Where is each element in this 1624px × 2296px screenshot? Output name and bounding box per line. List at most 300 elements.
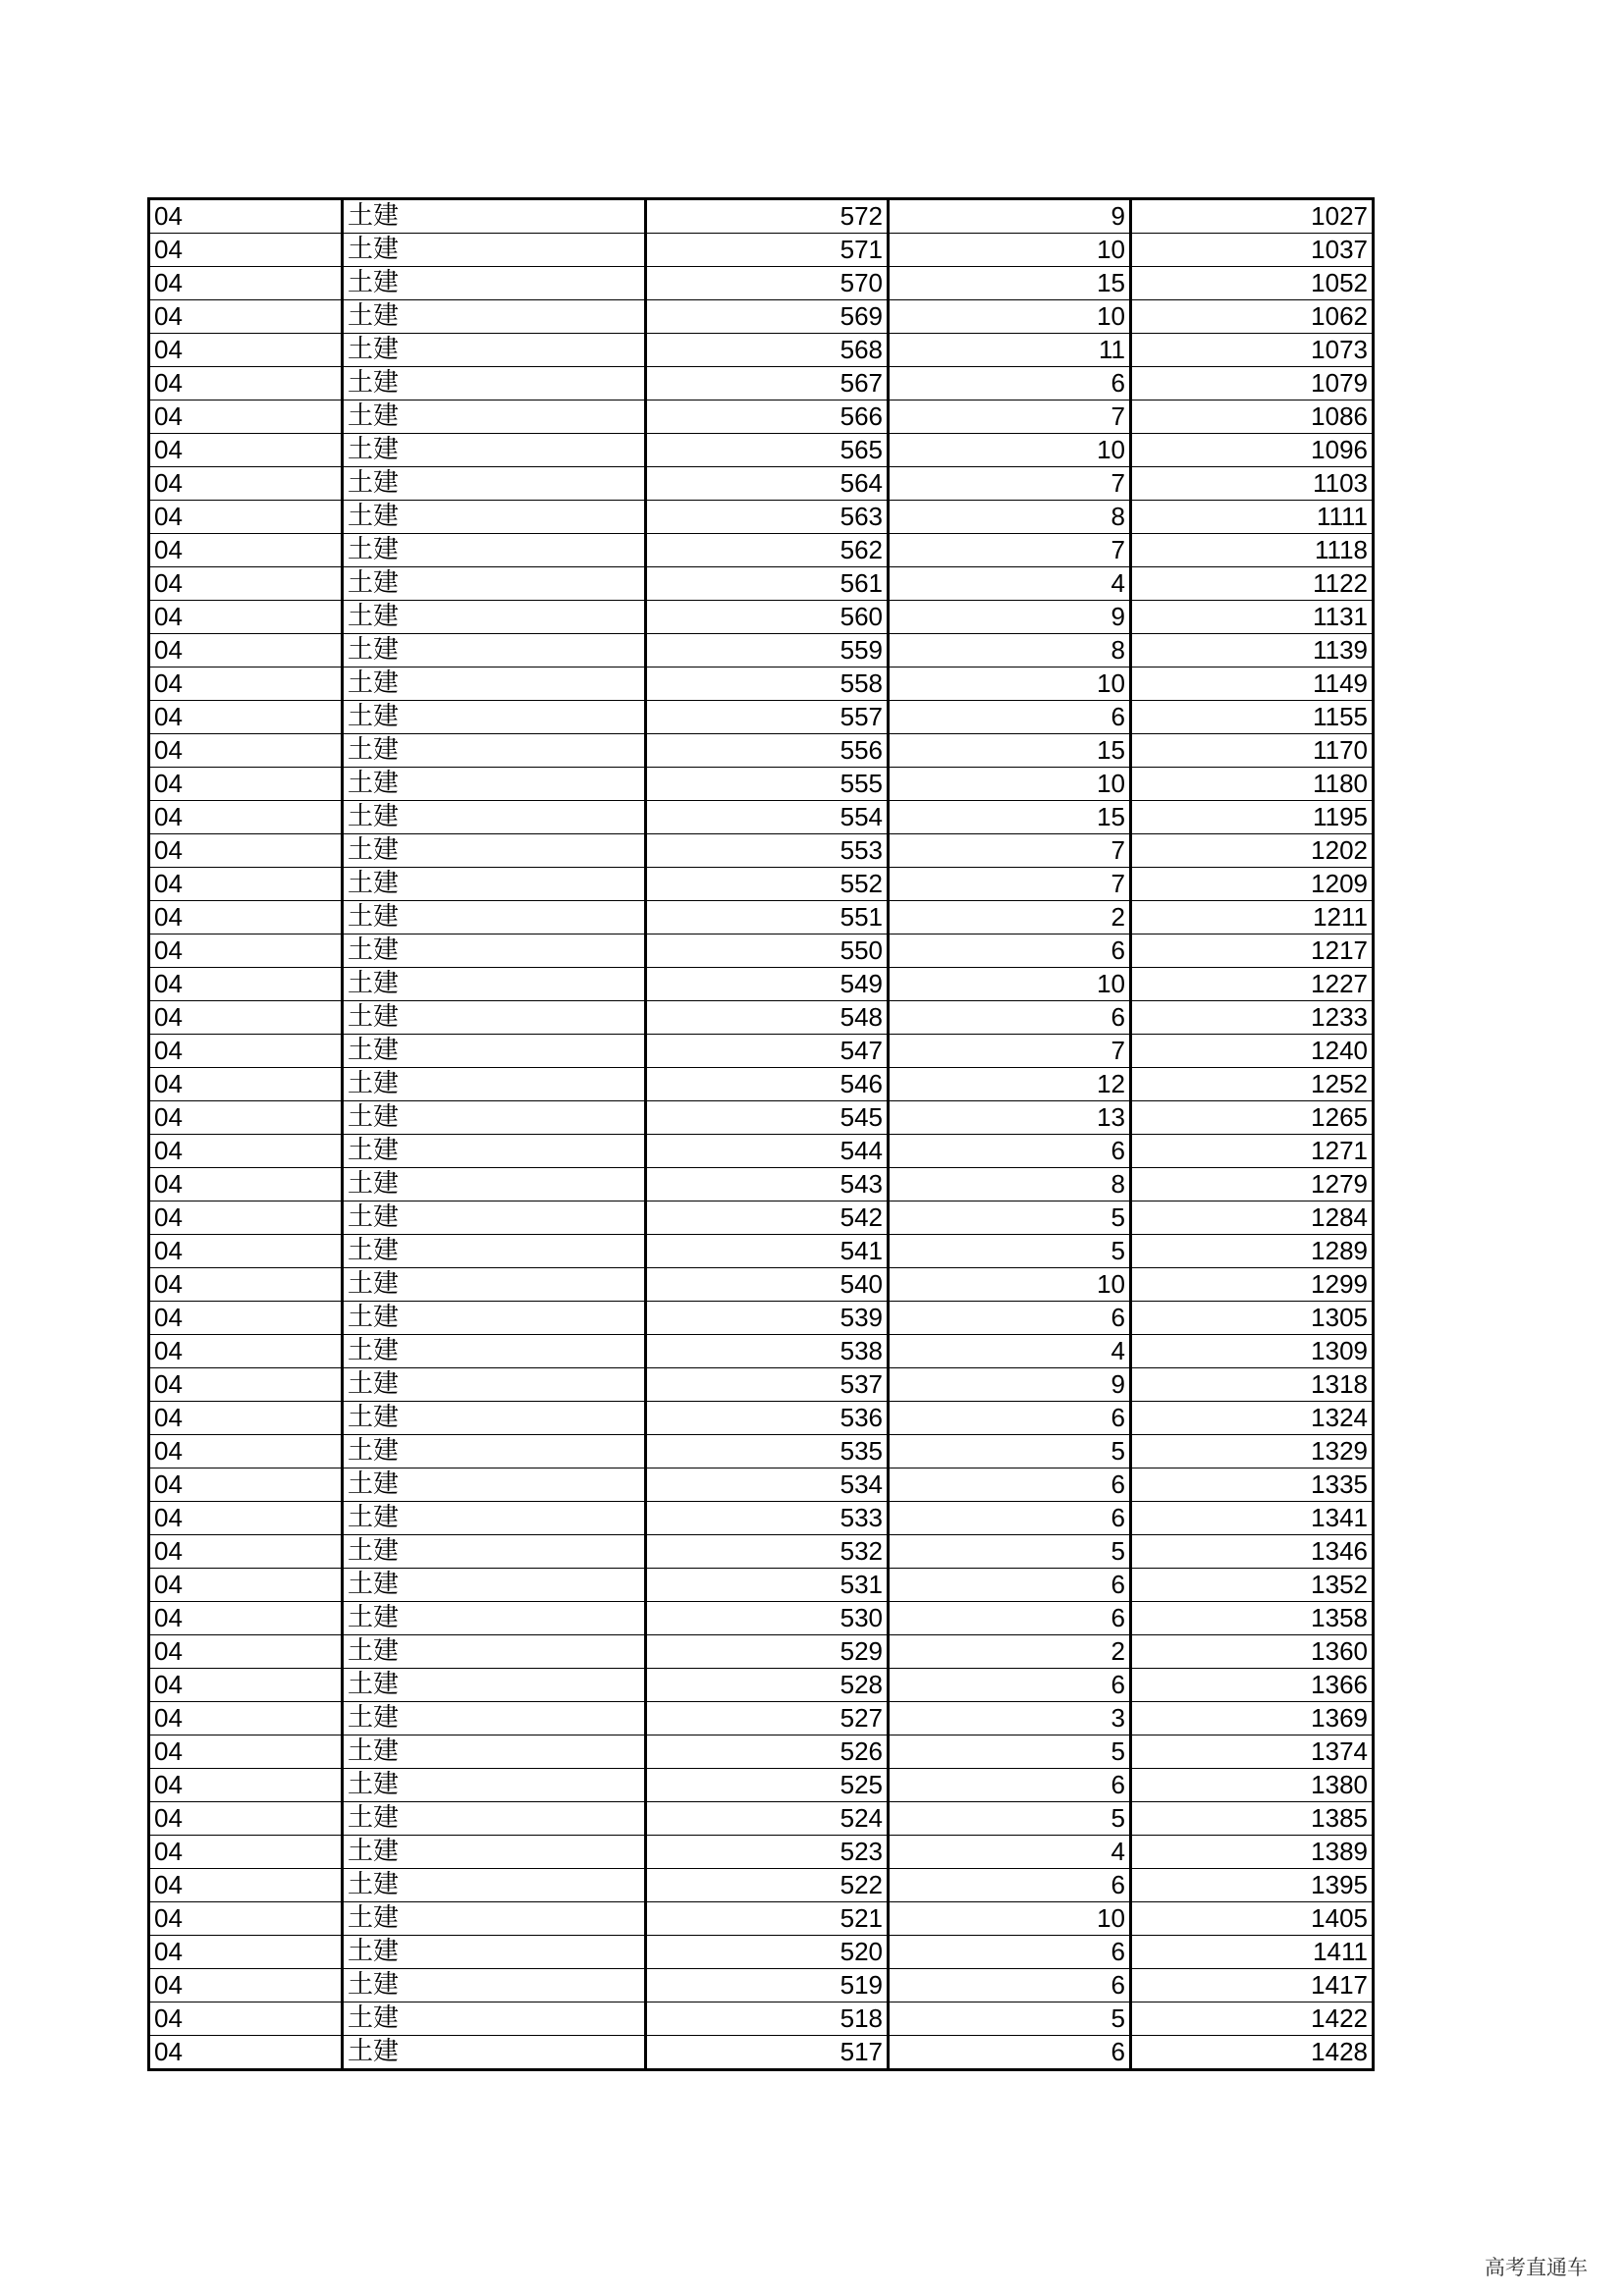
table-row	[149, 1302, 1374, 1335]
cell-score: 551	[646, 901, 889, 934]
table-row	[149, 367, 1374, 400]
cell-major: 土建	[343, 1001, 646, 1035]
table-row	[149, 1135, 1374, 1168]
cell-score: 525	[646, 1769, 889, 1802]
cell-category-code: 04	[149, 2002, 343, 2036]
cell-score: 532	[646, 1535, 889, 1569]
cell-count: 8	[889, 1168, 1131, 1201]
cell-cumulative: 1305	[1131, 1302, 1374, 1335]
cell-category-code: 04	[149, 634, 343, 667]
table-row	[149, 534, 1374, 567]
cell-major: 土建	[343, 1569, 646, 1602]
cell-count: 6	[889, 1769, 1131, 1802]
cell-cumulative: 1417	[1131, 1969, 1374, 2002]
cell-cumulative: 1027	[1131, 199, 1374, 234]
cell-major: 土建	[343, 868, 646, 901]
cell-score: 518	[646, 2002, 889, 2036]
cell-major: 土建	[343, 968, 646, 1001]
cell-count: 15	[889, 801, 1131, 834]
cell-major: 土建	[343, 1936, 646, 1969]
cell-count: 6	[889, 1001, 1131, 1035]
table-row	[149, 667, 1374, 701]
cell-count: 2	[889, 901, 1131, 934]
cell-count: 6	[889, 1569, 1131, 1602]
cell-cumulative: 1240	[1131, 1035, 1374, 1068]
table-row	[149, 300, 1374, 334]
cell-cumulative: 1358	[1131, 1602, 1374, 1635]
cell-count: 10	[889, 300, 1131, 334]
cell-cumulative: 1111	[1131, 501, 1374, 534]
cell-score: 553	[646, 834, 889, 868]
table-row	[149, 1769, 1374, 1802]
table-row	[149, 934, 1374, 968]
cell-score: 559	[646, 634, 889, 667]
cell-category-code: 04	[149, 868, 343, 901]
cell-cumulative: 1405	[1131, 1902, 1374, 1936]
cell-cumulative: 1202	[1131, 834, 1374, 868]
cell-count: 5	[889, 2002, 1131, 2036]
cell-major: 土建	[343, 1502, 646, 1535]
cell-cumulative: 1318	[1131, 1368, 1374, 1402]
cell-major: 土建	[343, 801, 646, 834]
cell-score: 524	[646, 1802, 889, 1836]
cell-category-code: 04	[149, 1468, 343, 1502]
cell-category-code: 04	[149, 1135, 343, 1168]
table-row	[149, 1569, 1374, 1602]
cell-count: 10	[889, 234, 1131, 267]
cell-score: 548	[646, 1001, 889, 1035]
cell-score: 538	[646, 1335, 889, 1368]
cell-cumulative: 1103	[1131, 467, 1374, 501]
table-row	[149, 501, 1374, 534]
cell-major: 土建	[343, 1802, 646, 1836]
table-row	[149, 734, 1374, 768]
cell-category-code: 04	[149, 1201, 343, 1235]
cell-major: 土建	[343, 367, 646, 400]
cell-count: 6	[889, 1302, 1131, 1335]
cell-category-code: 04	[149, 367, 343, 400]
cell-cumulative: 1073	[1131, 334, 1374, 367]
cell-major: 土建	[343, 1969, 646, 2002]
table-body	[149, 199, 1374, 2070]
cell-count: 5	[889, 1535, 1131, 1569]
cell-major: 土建	[343, 1836, 646, 1869]
cell-score: 530	[646, 1602, 889, 1635]
cell-major: 土建	[343, 834, 646, 868]
cell-category-code: 04	[149, 467, 343, 501]
cell-count: 5	[889, 1735, 1131, 1769]
table-row	[149, 1068, 1374, 1101]
cell-count: 7	[889, 834, 1131, 868]
cell-major: 土建	[343, 400, 646, 434]
table-row	[149, 1368, 1374, 1402]
table-row	[149, 1201, 1374, 1235]
cell-count: 6	[889, 1602, 1131, 1635]
cell-category-code: 04	[149, 1802, 343, 1836]
cell-count: 13	[889, 1101, 1131, 1135]
cell-cumulative: 1209	[1131, 868, 1374, 901]
cell-major: 土建	[343, 267, 646, 300]
cell-major: 土建	[343, 734, 646, 768]
cell-category-code: 04	[149, 834, 343, 868]
cell-category-code: 04	[149, 234, 343, 267]
cell-score: 523	[646, 1836, 889, 1869]
cell-category-code: 04	[149, 1702, 343, 1735]
cell-major: 土建	[343, 1101, 646, 1135]
cell-major: 土建	[343, 567, 646, 601]
cell-count: 6	[889, 934, 1131, 968]
cell-category-code: 04	[149, 1101, 343, 1135]
cell-score: 557	[646, 701, 889, 734]
cell-score: 535	[646, 1435, 889, 1468]
cell-major: 土建	[343, 334, 646, 367]
cell-category-code: 04	[149, 1502, 343, 1535]
cell-count: 4	[889, 1836, 1131, 1869]
cell-count: 6	[889, 1936, 1131, 1969]
table-row	[149, 834, 1374, 868]
table-row	[149, 1902, 1374, 1936]
cell-count: 10	[889, 1268, 1131, 1302]
cell-score: 529	[646, 1635, 889, 1669]
cell-count: 5	[889, 1235, 1131, 1268]
cell-score: 558	[646, 667, 889, 701]
cell-category-code: 04	[149, 667, 343, 701]
cell-major: 土建	[343, 434, 646, 467]
cell-cumulative: 1309	[1131, 1335, 1374, 1368]
cell-category-code: 04	[149, 1535, 343, 1569]
cell-major: 土建	[343, 1035, 646, 1068]
cell-cumulative: 1279	[1131, 1168, 1374, 1201]
cell-category-code: 04	[149, 334, 343, 367]
cell-count: 7	[889, 467, 1131, 501]
cell-score: 547	[646, 1035, 889, 1068]
cell-category-code: 04	[149, 968, 343, 1001]
cell-major: 土建	[343, 199, 646, 234]
cell-category-code: 04	[149, 768, 343, 801]
table-row	[149, 1735, 1374, 1769]
cell-category-code: 04	[149, 501, 343, 534]
cell-category-code: 04	[149, 2036, 343, 2070]
cell-score: 545	[646, 1101, 889, 1135]
cell-category-code: 04	[149, 1769, 343, 1802]
table-row	[149, 1535, 1374, 1569]
cell-category-code: 04	[149, 1435, 343, 1468]
cell-score: 533	[646, 1502, 889, 1535]
cell-score: 570	[646, 267, 889, 300]
cell-major: 土建	[343, 467, 646, 501]
cell-category-code: 04	[149, 1635, 343, 1669]
table-row	[149, 1936, 1374, 1969]
cell-score: 521	[646, 1902, 889, 1936]
cell-count: 10	[889, 768, 1131, 801]
cell-score: 556	[646, 734, 889, 768]
cell-category-code: 04	[149, 801, 343, 834]
cell-category-code: 04	[149, 1969, 343, 2002]
cell-major: 土建	[343, 1869, 646, 1902]
cell-score: 520	[646, 1936, 889, 1969]
cell-cumulative: 1341	[1131, 1502, 1374, 1535]
cell-cumulative: 1096	[1131, 434, 1374, 467]
cell-count: 6	[889, 1869, 1131, 1902]
cell-cumulative: 1411	[1131, 1936, 1374, 1969]
cell-cumulative: 1329	[1131, 1435, 1374, 1468]
cell-cumulative: 1062	[1131, 300, 1374, 334]
cell-category-code: 04	[149, 901, 343, 934]
cell-cumulative: 1252	[1131, 1068, 1374, 1101]
cell-category-code: 04	[149, 1368, 343, 1402]
cell-score: 544	[646, 1135, 889, 1168]
table-row	[149, 199, 1374, 234]
cell-category-code: 04	[149, 1335, 343, 1368]
cell-major: 土建	[343, 1635, 646, 1669]
cell-category-code: 04	[149, 1035, 343, 1068]
cell-major: 土建	[343, 768, 646, 801]
cell-major: 土建	[343, 2002, 646, 2036]
cell-cumulative: 1369	[1131, 1702, 1374, 1735]
table-row	[149, 2002, 1374, 2036]
cell-count: 6	[889, 1402, 1131, 1435]
cell-count: 6	[889, 1969, 1131, 2002]
cell-cumulative: 1284	[1131, 1201, 1374, 1235]
table-row	[149, 1635, 1374, 1669]
cell-cumulative: 1385	[1131, 1802, 1374, 1836]
cell-major: 土建	[343, 1335, 646, 1368]
cell-score: 537	[646, 1368, 889, 1402]
cell-score: 563	[646, 501, 889, 534]
cell-score: 517	[646, 2036, 889, 2070]
table-row	[149, 1702, 1374, 1735]
cell-cumulative: 1170	[1131, 734, 1374, 768]
cell-category-code: 04	[149, 567, 343, 601]
cell-major: 土建	[343, 1402, 646, 1435]
cell-category-code: 04	[149, 1902, 343, 1936]
table-row	[149, 334, 1374, 367]
cell-major: 土建	[343, 1435, 646, 1468]
cell-count: 8	[889, 501, 1131, 534]
cell-score: 542	[646, 1201, 889, 1235]
cell-category-code: 04	[149, 1936, 343, 1969]
cell-count: 7	[889, 400, 1131, 434]
cell-count: 6	[889, 367, 1131, 400]
cell-cumulative: 1374	[1131, 1735, 1374, 1769]
cell-major: 土建	[343, 501, 646, 534]
cell-count: 15	[889, 267, 1131, 300]
cell-score: 572	[646, 199, 889, 234]
table-row	[149, 467, 1374, 501]
cell-score: 564	[646, 467, 889, 501]
cell-score: 540	[646, 1268, 889, 1302]
cell-category-code: 04	[149, 734, 343, 768]
table-row	[149, 1335, 1374, 1368]
cell-score: 546	[646, 1068, 889, 1101]
cell-count: 3	[889, 1702, 1131, 1735]
table-row	[149, 901, 1374, 934]
cell-category-code: 04	[149, 400, 343, 434]
cell-score: 522	[646, 1869, 889, 1902]
cell-major: 土建	[343, 934, 646, 968]
cell-cumulative: 1346	[1131, 1535, 1374, 1569]
cell-major: 土建	[343, 2036, 646, 2070]
table-row	[149, 1502, 1374, 1535]
cell-category-code: 04	[149, 300, 343, 334]
cell-count: 9	[889, 199, 1131, 234]
cell-score: 536	[646, 1402, 889, 1435]
cell-score: 550	[646, 934, 889, 968]
cell-count: 2	[889, 1635, 1131, 1669]
cell-cumulative: 1118	[1131, 534, 1374, 567]
cell-count: 6	[889, 1502, 1131, 1535]
cell-category-code: 04	[149, 1235, 343, 1268]
table-row	[149, 1669, 1374, 1702]
cell-score: 562	[646, 534, 889, 567]
cell-cumulative: 1155	[1131, 701, 1374, 734]
cell-count: 12	[889, 1068, 1131, 1101]
cell-cumulative: 1217	[1131, 934, 1374, 968]
cell-cumulative: 1324	[1131, 1402, 1374, 1435]
cell-cumulative: 1366	[1131, 1669, 1374, 1702]
cell-cumulative: 1395	[1131, 1869, 1374, 1902]
table-row	[149, 1235, 1374, 1268]
cell-major: 土建	[343, 1669, 646, 1702]
cell-score: 571	[646, 234, 889, 267]
cell-cumulative: 1052	[1131, 267, 1374, 300]
cell-cumulative: 1079	[1131, 367, 1374, 400]
cell-major: 土建	[343, 634, 646, 667]
cell-count: 9	[889, 1368, 1131, 1402]
cell-cumulative: 1352	[1131, 1569, 1374, 1602]
cell-score: 531	[646, 1569, 889, 1602]
cell-score: 561	[646, 567, 889, 601]
cell-major: 土建	[343, 534, 646, 567]
cell-count: 10	[889, 434, 1131, 467]
cell-category-code: 04	[149, 199, 343, 234]
cell-count: 6	[889, 2036, 1131, 2070]
cell-score: 569	[646, 300, 889, 334]
cell-cumulative: 1422	[1131, 2002, 1374, 2036]
cell-cumulative: 1289	[1131, 1235, 1374, 1268]
cell-major: 土建	[343, 1235, 646, 1268]
cell-score: 554	[646, 801, 889, 834]
cell-category-code: 04	[149, 701, 343, 734]
cell-count: 15	[889, 734, 1131, 768]
cell-score: 552	[646, 868, 889, 901]
cell-cumulative: 1380	[1131, 1769, 1374, 1802]
table-row	[149, 567, 1374, 601]
table-row	[149, 801, 1374, 834]
cell-major: 土建	[343, 300, 646, 334]
cell-category-code: 04	[149, 1268, 343, 1302]
cell-cumulative: 1265	[1131, 1101, 1374, 1135]
cell-count: 5	[889, 1802, 1131, 1836]
cell-score: 549	[646, 968, 889, 1001]
cell-cumulative: 1122	[1131, 567, 1374, 601]
cell-cumulative: 1271	[1131, 1135, 1374, 1168]
cell-score: 565	[646, 434, 889, 467]
cell-category-code: 04	[149, 1402, 343, 1435]
cell-count: 6	[889, 1669, 1131, 1702]
cell-count: 6	[889, 1468, 1131, 1502]
table-row	[149, 768, 1374, 801]
cell-category-code: 04	[149, 934, 343, 968]
cell-category-code: 04	[149, 1302, 343, 1335]
table-row	[149, 1969, 1374, 2002]
cell-score: 567	[646, 367, 889, 400]
cell-cumulative: 1037	[1131, 234, 1374, 267]
cell-category-code: 04	[149, 601, 343, 634]
cell-count: 5	[889, 1201, 1131, 1235]
cell-category-code: 04	[149, 1602, 343, 1635]
cell-category-code: 04	[149, 1001, 343, 1035]
cell-major: 土建	[343, 1535, 646, 1569]
cell-count: 7	[889, 534, 1131, 567]
cell-count: 10	[889, 968, 1131, 1001]
cell-count: 4	[889, 1335, 1131, 1368]
cell-major: 土建	[343, 1602, 646, 1635]
table-row	[149, 1802, 1374, 1836]
table-row	[149, 868, 1374, 901]
cell-major: 土建	[343, 1302, 646, 1335]
cell-category-code: 04	[149, 267, 343, 300]
cell-major: 土建	[343, 1168, 646, 1201]
cell-major: 土建	[343, 667, 646, 701]
table-row	[149, 2036, 1374, 2070]
cell-category-code: 04	[149, 1669, 343, 1702]
cell-cumulative: 1233	[1131, 1001, 1374, 1035]
table-row	[149, 1869, 1374, 1902]
table-row	[149, 234, 1374, 267]
cell-major: 土建	[343, 901, 646, 934]
table-row	[149, 400, 1374, 434]
cell-score: 560	[646, 601, 889, 634]
table-row	[149, 1035, 1374, 1068]
cell-score: 526	[646, 1735, 889, 1769]
cell-major: 土建	[343, 1268, 646, 1302]
table-row	[149, 1435, 1374, 1468]
cell-count: 10	[889, 1902, 1131, 1936]
cell-count: 6	[889, 701, 1131, 734]
cell-count: 7	[889, 868, 1131, 901]
cell-category-code: 04	[149, 1735, 343, 1769]
table-row	[149, 1001, 1374, 1035]
cell-major: 土建	[343, 1068, 646, 1101]
cell-major: 土建	[343, 1702, 646, 1735]
cell-cumulative: 1335	[1131, 1468, 1374, 1502]
table-row	[149, 701, 1374, 734]
cell-score: 528	[646, 1669, 889, 1702]
table-row	[149, 1836, 1374, 1869]
cell-major: 土建	[343, 1368, 646, 1402]
cell-cumulative: 1428	[1131, 2036, 1374, 2070]
cell-major: 土建	[343, 1902, 646, 1936]
cell-count: 4	[889, 567, 1131, 601]
cell-category-code: 04	[149, 534, 343, 567]
cell-count: 8	[889, 634, 1131, 667]
cell-cumulative: 1389	[1131, 1836, 1374, 1869]
table-row	[149, 1101, 1374, 1135]
cell-cumulative: 1139	[1131, 634, 1374, 667]
cell-score: 555	[646, 768, 889, 801]
watermark-text: 高考直通车	[1485, 2256, 1588, 2279]
cell-count: 10	[889, 667, 1131, 701]
cell-major: 土建	[343, 1468, 646, 1502]
cell-major: 土建	[343, 1135, 646, 1168]
cell-cumulative: 1299	[1131, 1268, 1374, 1302]
cell-score: 566	[646, 400, 889, 434]
cell-count: 11	[889, 334, 1131, 367]
cell-score: 539	[646, 1302, 889, 1335]
score-table	[147, 197, 1375, 2071]
cell-category-code: 04	[149, 1569, 343, 1602]
